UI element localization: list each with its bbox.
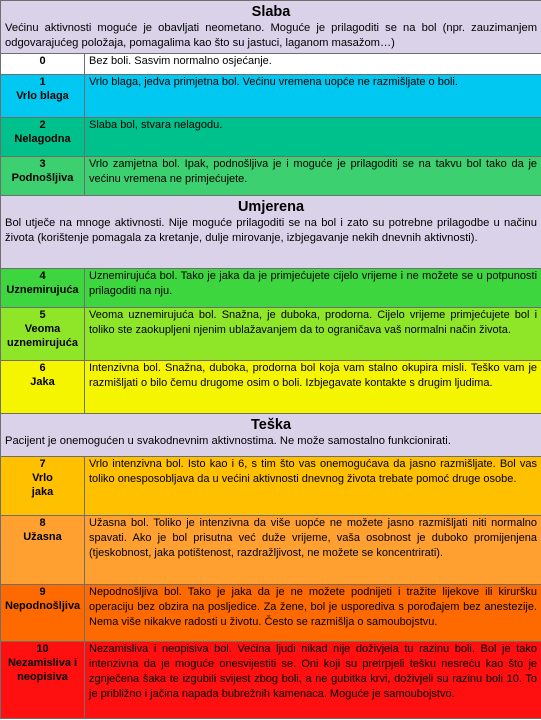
level-number: 5 (39, 309, 46, 321)
level-cell (1, 361, 85, 414)
level-description: Slaba bol, stvara nelagodu. (85, 118, 541, 157)
level-number: 4 (39, 270, 46, 282)
level-cell (1, 585, 85, 642)
level-name: Vrlo jaka (31, 472, 54, 498)
section-description: Pacijent je onemogućen u svakodnevnim aktivnostima. Ne može samostalno funkcionirati. (5, 435, 451, 447)
level-name: Nelagodna (14, 133, 71, 145)
level-number: 3 (39, 158, 46, 170)
level-description: Vrlo intenzivna bol. Isto kao i 6, s tim što vas onemogućava da jasno razmišljate. Bol vas toliko onesposobljava da u većini aktivnosti dnevnog života trebate pomoć druge osobe. (85, 457, 541, 516)
level-number: 1 (39, 76, 46, 88)
pain-level-row (1, 516, 541, 585)
pain-level-row (1, 118, 541, 157)
section-header-mild (1, 1, 541, 54)
level-cell (1, 118, 85, 157)
level-number: 9 (39, 586, 46, 598)
level-name: Veoma uznemirujuća (7, 323, 78, 349)
level-name: Užasna (23, 531, 62, 543)
level-description: Intenzivna bol. Snažna, duboka, prodorna bol koja vam stalno okupira misli. Teško vam je razmišljati o bilo čemu drugome osim o boli. Izbjegavate kontakte s drugim ljudima. (85, 361, 541, 414)
level-name: Nepodnošljiva (5, 600, 81, 612)
level-cell (1, 157, 85, 196)
level-description: Bez boli. Sasvim normalno osjećanje. (85, 54, 541, 75)
pain-level-row (1, 642, 541, 719)
section-description: Bol utječe na mnoge aktivnosti. Nije moguće prilagoditi se na bol i zato su potrebne prilagodbe u načinu života (korištenje pomagala za kretanje, dulje mirovanje, izbjegavanje nekih dnevnih aktivnosti). (5, 217, 538, 244)
section-header-severe (1, 414, 541, 457)
level-name: Jaka (30, 376, 55, 388)
section-title: Teška (250, 417, 292, 433)
section-header-moderate (1, 196, 541, 269)
level-description: Nezamisliva i neopisiva bol. Većina ljudi nikad nije doživjela tu razinu boli. Bol je tako intenzivna da je moguće onesvijestiti se. Oni koji su pretrpjeli tešku nesreću kao što je zgnječena šaka te izgubili svijest zbog boli, a ne gubitka krvi, doživjeli su razinu boli 10. To je približno i jačina napada bubrežnih kamenaca. Moguće je samoubojstvo. (85, 642, 541, 719)
level-name: Podnošljiva (11, 172, 74, 184)
level-description: Nepodnošljiva bol. Tako je jaka da je ne možete podnijeti i tražite lijekove ili kiruršku operaciju bez obzira na posljedice. Za žene, bol je usporediva s porođajem bez anestezije. Nema više nikakve radosti u životu. Često se razmišlja o samoubojstvu. (85, 585, 541, 642)
level-name: Vrlo blaga (16, 90, 69, 102)
level-number: 8 (39, 517, 46, 529)
level-name: Nezamisliva i neopisiva (7, 657, 78, 683)
level-number: 2 (39, 119, 46, 131)
level-number: 0 (39, 55, 46, 67)
level-cell (1, 54, 85, 75)
pain-level-row (1, 157, 541, 196)
section-title: Umjerena (237, 199, 305, 215)
level-number: 7 (39, 458, 46, 470)
pain-level-row (1, 308, 541, 361)
level-description: Veoma uznemirujuća bol. Snažna, je duboka, prodorna. Cijelo vrijeme primjećujete bol i toliko ste zaokupljeni njenim ublažavanjem da to ograničava vaš normalni način života. (85, 308, 541, 361)
pain-level-row (1, 585, 541, 642)
pain-level-row (1, 269, 541, 308)
level-cell (1, 75, 85, 118)
level-name: Uznemirujuća (6, 284, 79, 296)
pain-level-row (1, 54, 541, 75)
level-description: Užasna bol. Toliko je intenzivna da više uopće ne možete jasno razmišljati niti normalno spavati. Ako je bol prisutna već duže vrijeme, vaša osobnost je duboko promijenjena (tjeskobnost, jaka potištenost, razdražljivost, ne možete se koncentrirati). (85, 516, 541, 585)
level-cell (1, 269, 85, 308)
section-title: Slaba (251, 4, 291, 20)
level-cell (1, 457, 85, 516)
level-cell (1, 642, 85, 719)
pain-level-row (1, 75, 541, 118)
level-description: Vrlo zamjetna bol. Ipak, podnošljiva je i moguće je prilagoditi se na takvu bol tako da je većinu vremena ne primjećujete. (85, 157, 541, 196)
level-cell (1, 516, 85, 585)
pain-level-row (1, 457, 541, 516)
section-description: Većinu aktivnosti moguće je obavljati neometano. Moguće je prilagoditi se na bol (npr. zauzimanjem odgovarajućeg položaja, pomagalima kao što su jastuci, laganom masažom…) (5, 22, 538, 49)
level-description: Uznemirujuća bol. Tako je jaka da je primjećujete cijelo vrijeme i ne možete se u potpunosti prilagoditi na nju. (85, 269, 541, 308)
level-description: Vrlo blaga, jedva primjetna bol. Većinu vremena uopće ne razmišljate o boli. (85, 75, 541, 118)
level-number: 10 (36, 643, 49, 655)
level-number: 6 (39, 362, 46, 374)
pain-level-row (1, 361, 541, 414)
level-cell (1, 308, 85, 361)
